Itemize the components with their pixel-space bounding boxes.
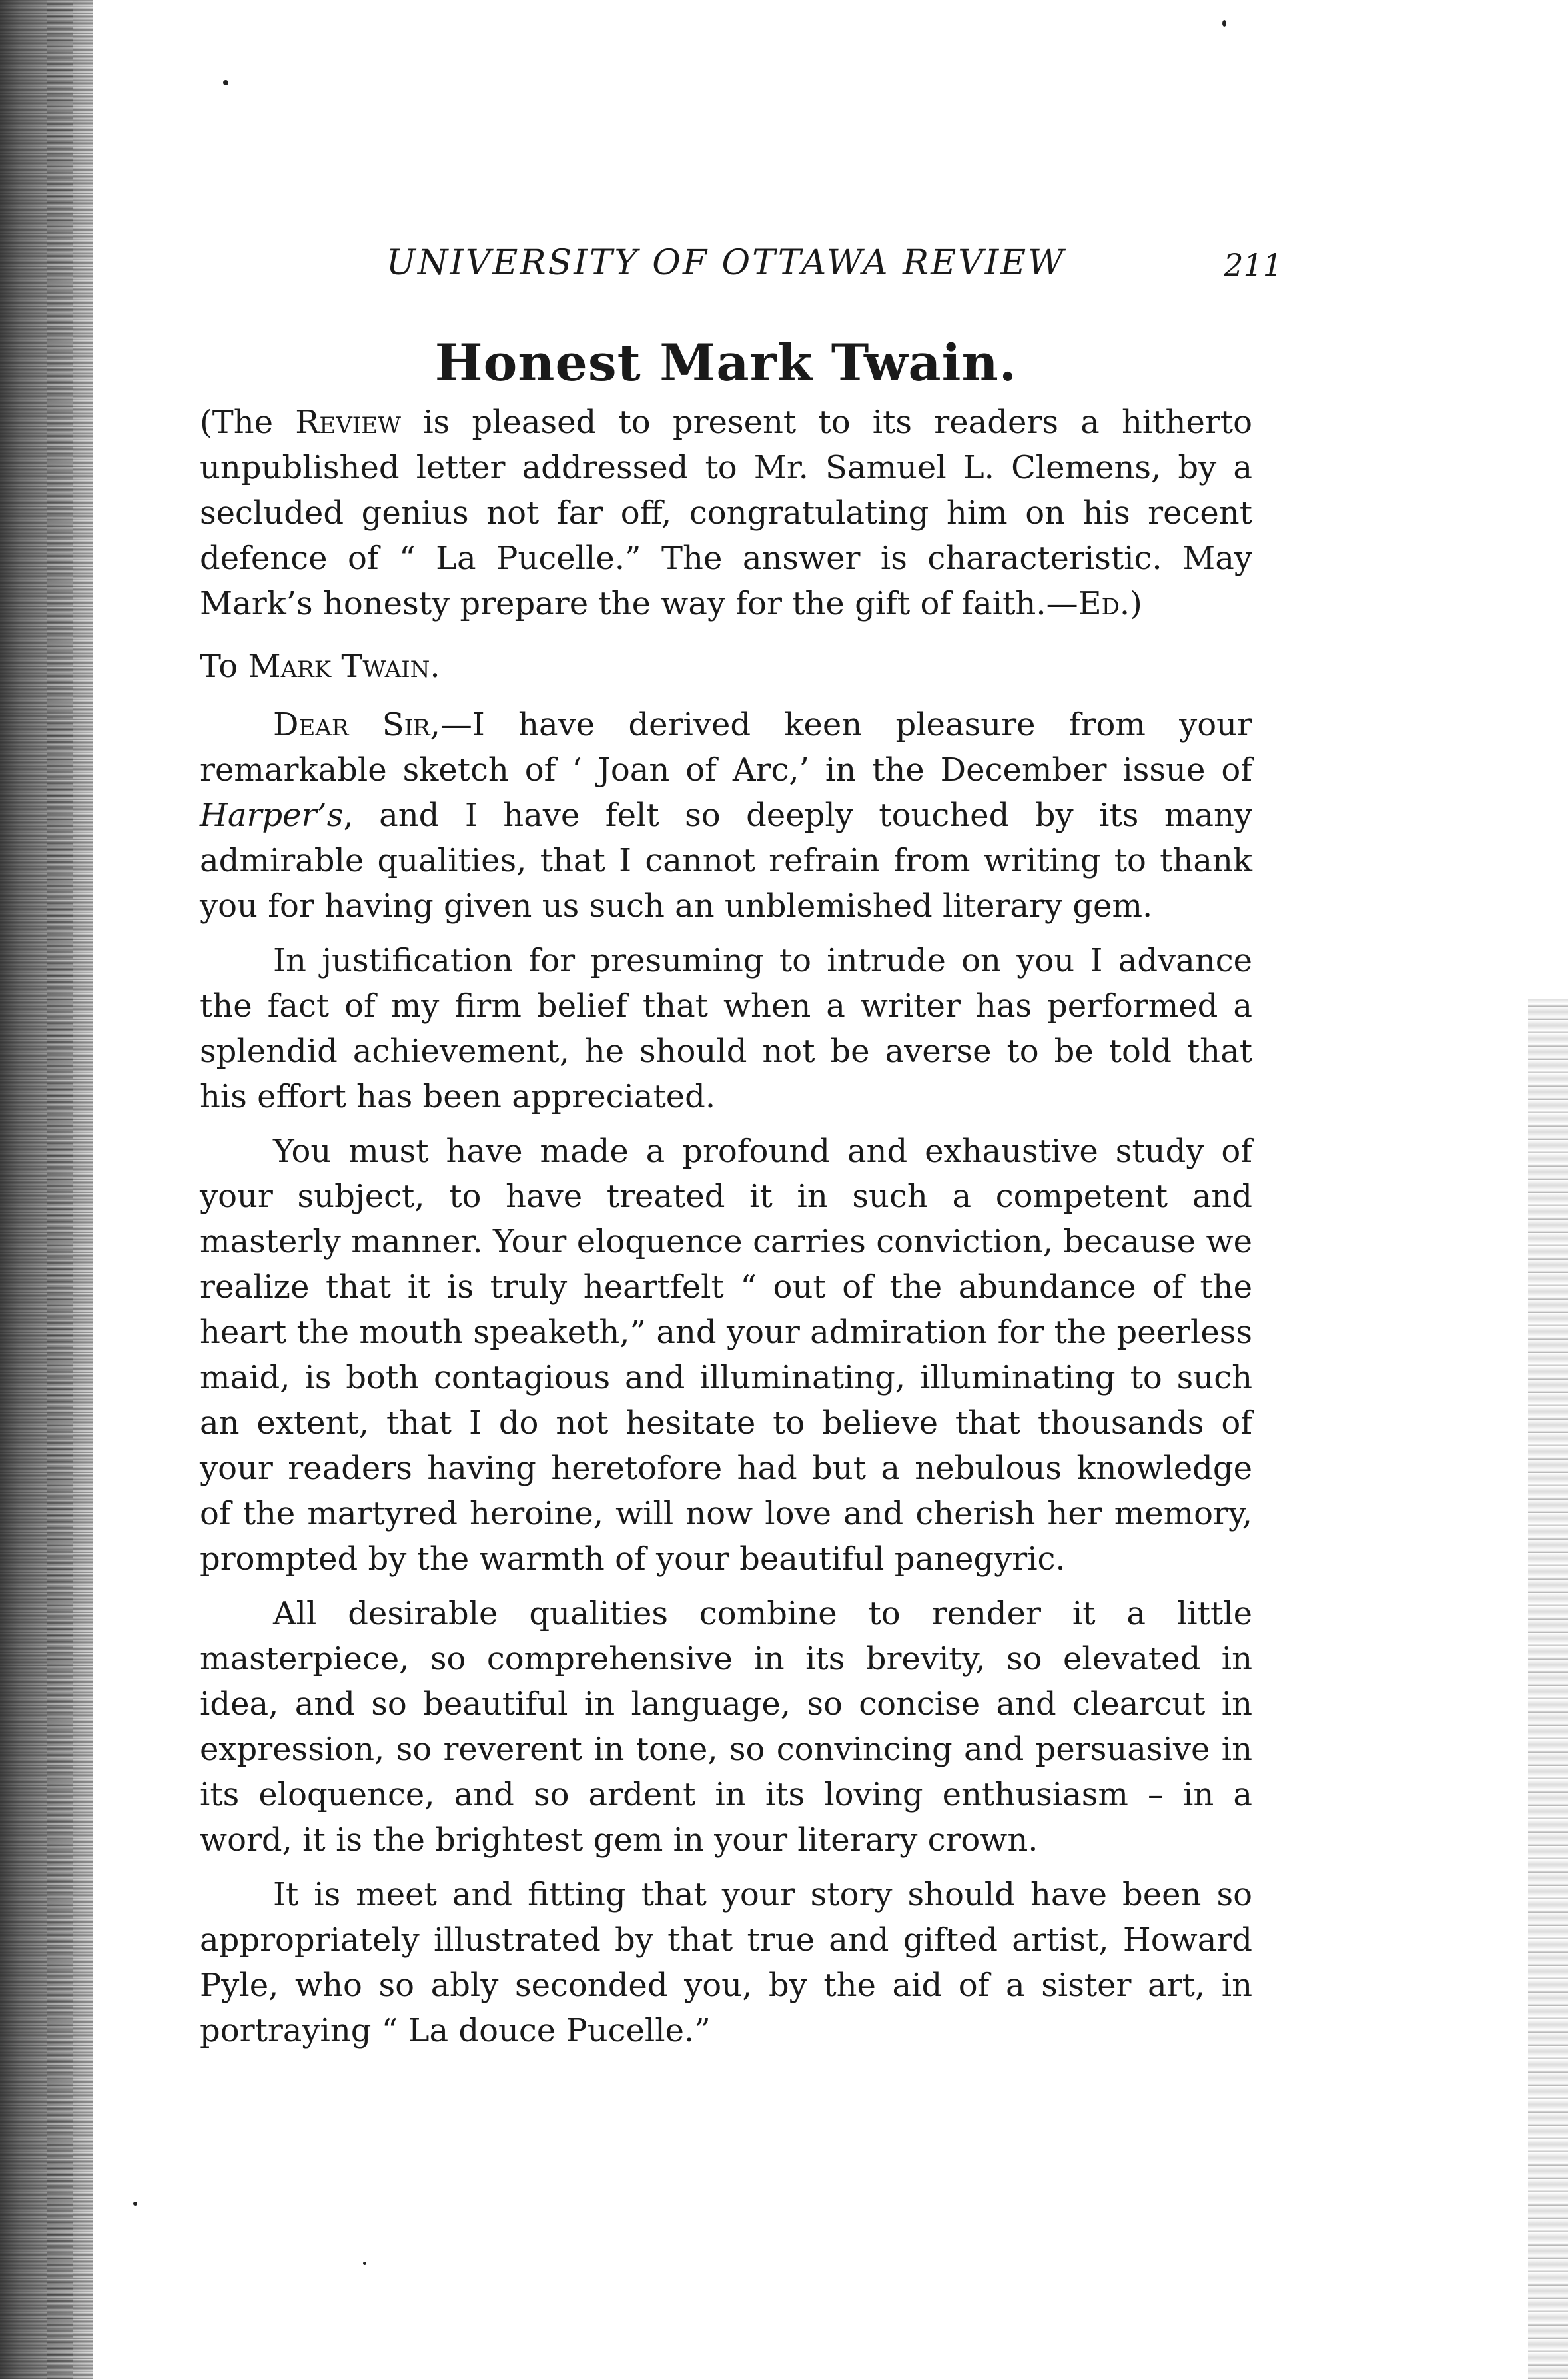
page-number: 211 xyxy=(1224,247,1282,283)
letter-paragraph: You must have made a profound and exhaustive study of your subject, to have treated it in such a competent and masterly manner. Your eloquence carries conviction, because we realize that it is truly heartfelt “ out of the abundance of the heart the mouth speaketh,” and your admiration for the peerless maid, is both contagious and illuminating, illuminating to such an extent, that I do not hesitate to believe that thousands of your readers having heretofore had but a nebulous knowledge of the martyred heroine, will now love and cherish her memory, prompted by the warmth of your beautiful panegyric. xyxy=(200,1133,1252,1578)
editor-note xyxy=(200,400,1252,626)
scan-speck xyxy=(133,2202,137,2206)
binding-shadow xyxy=(47,0,73,2379)
magazine-name: Harper’s xyxy=(200,797,344,834)
letter-paragraph: All desirable qualities combine to render it a little masterpiece, so comprehensive in its brevity, so elevated in idea, and so beautiful in language, so concise and clearcut in expression, so reverent in tone, so convincing and persuasive in its eloquence, and so ardent in its loving enthusiasm – in a word, it is the brightest gem in your literary crown. xyxy=(200,1595,1252,1859)
letter-addressee xyxy=(200,644,1252,689)
journal-title: UNIVERSITY OF OTTAWA REVIEW xyxy=(386,243,1066,283)
article-body xyxy=(200,400,1252,2063)
paragraph-text: , and I have felt so deeply touched by its many admirable qualities, that I cannot refrain from writing to thank you for having given us such an unblemished literary gem. xyxy=(200,797,1252,925)
addressee-name: Mark Twain. xyxy=(248,648,440,685)
review-word: Review xyxy=(295,404,401,441)
editor-note-text: (The xyxy=(200,404,296,441)
letter-paragraph: In justification for presuming to intrude on you I advance the fact of my firm belief that when a writer has performed a splendid achievement, he should not be averse to be told that his effort has been appreciated. xyxy=(200,942,1252,1115)
addressee-prefix: To xyxy=(200,648,248,685)
scan-speck xyxy=(223,80,228,85)
letter-paragraph xyxy=(200,702,1252,929)
editor-signature: Ed xyxy=(1078,585,1120,622)
paragraph-text: —I have derived keen pleasure from your remarkable sketch of ‘ Joan of Arc,’ in the December issue of xyxy=(200,706,1253,789)
editor-note-text: is pleased to present to its readers a hitherto unpublished letter addressed to Mr. Samuel L. Clemens, by a secluded genius not far off, congratulating him on his recent defence of “ La Pucelle.” The answer is characteristic. May Mark’s honesty prepare the way for the gift of faith.— xyxy=(200,404,1252,622)
running-head xyxy=(386,243,1282,290)
letter-greeting: Dear Sir, xyxy=(273,706,440,743)
scan-speck xyxy=(363,2262,366,2265)
article-title: Honest Mark Twain. xyxy=(434,333,1018,392)
page-edge-noise xyxy=(1528,999,1568,2379)
editor-note-text: .) xyxy=(1119,585,1142,622)
letter-paragraph: It is meet and fitting that your story should have been so appropriately illustrated by that true and gifted artist, Howard Pyle, who so ably seconded you, by the aid of a sister art, in portraying “ La douce Pucelle.” xyxy=(200,1876,1252,2049)
scan-speck xyxy=(1222,20,1226,27)
